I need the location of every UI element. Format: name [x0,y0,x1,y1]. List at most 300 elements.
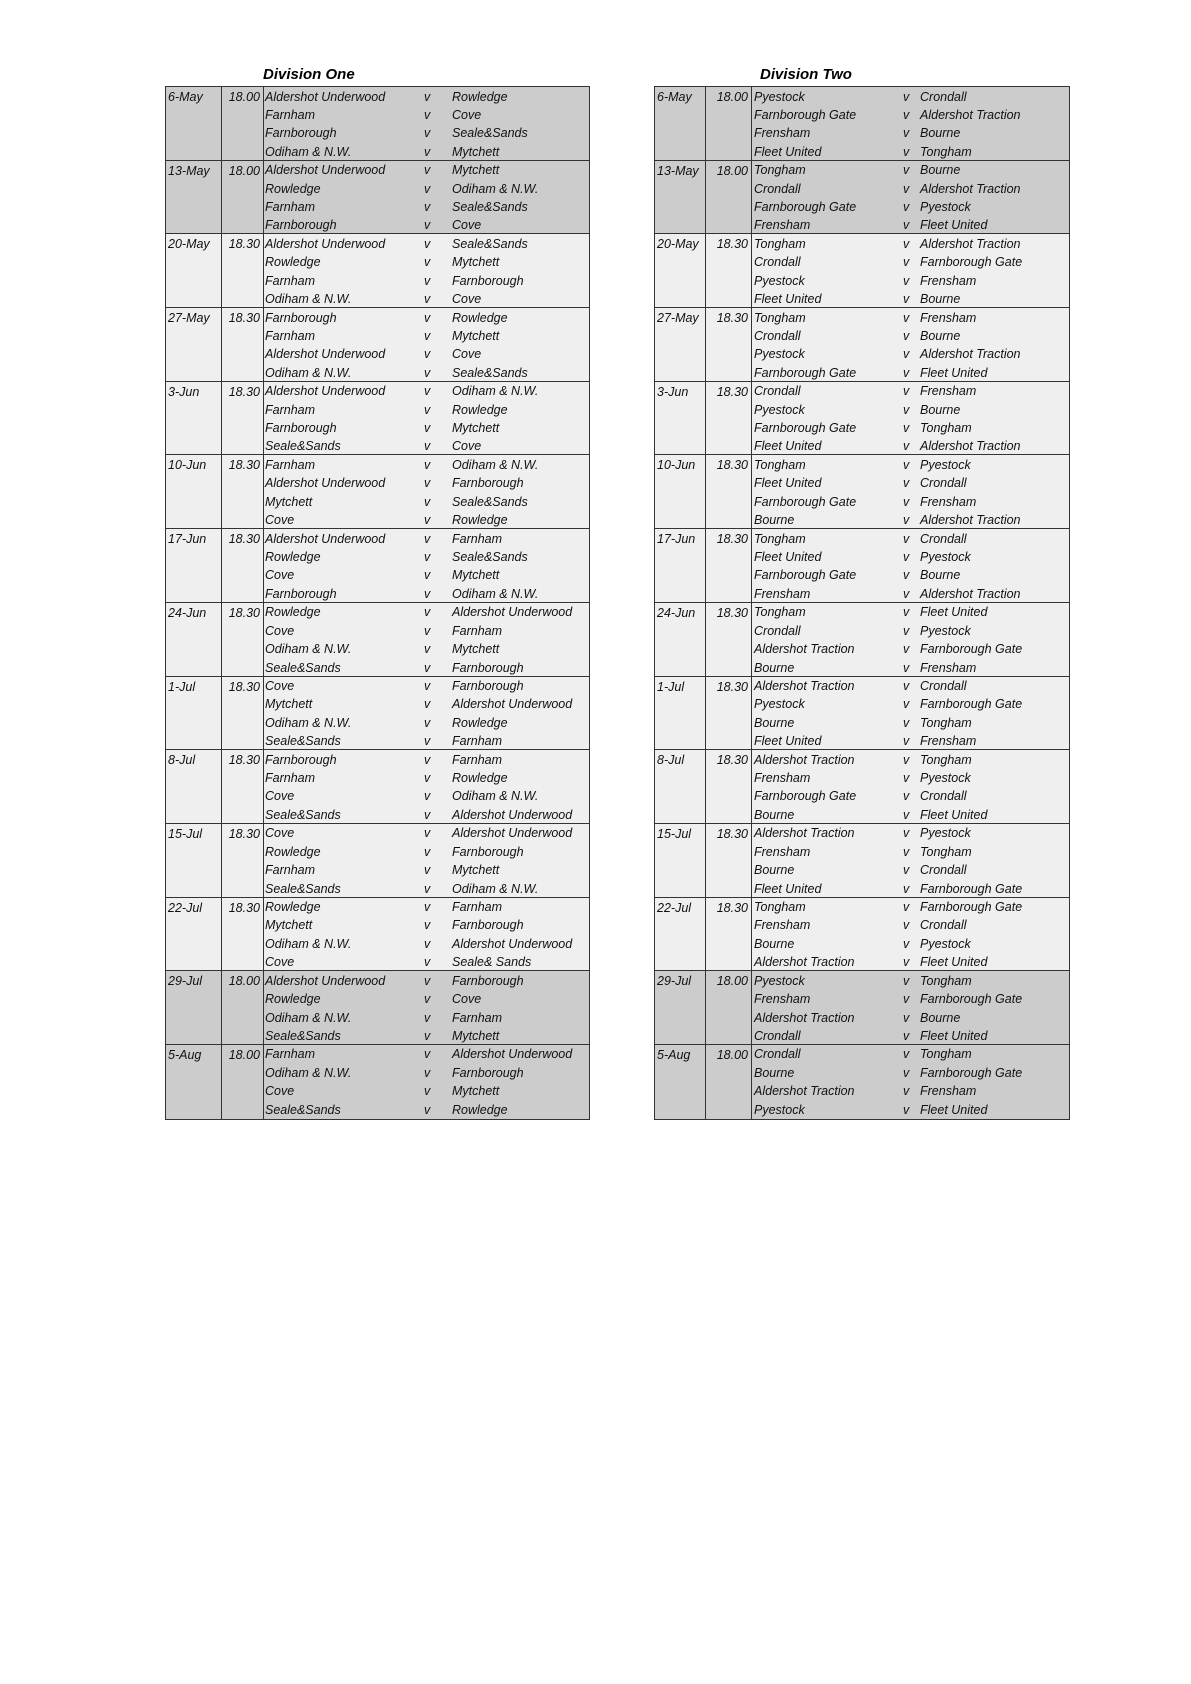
away-team: Cove [452,439,482,454]
week-block [655,971,1069,1045]
week-block [655,1045,1069,1119]
home-team: Odiham & N.W. [265,642,352,657]
match-date: 6-May [655,87,706,160]
fixture-row [166,143,589,161]
match-date: 29-Jul [166,971,222,1044]
away-team: Tongham [920,844,972,859]
fixture-row [166,253,589,271]
match-date: 5-Aug [655,1045,706,1119]
versus: v [424,881,431,896]
home-team: Pyestock [754,402,805,417]
versus: v [903,384,910,399]
home-team: Aldershot Traction [754,642,855,657]
home-team: Farnham [265,402,316,417]
away-team: Rowledge [452,771,508,786]
fixture-row [655,714,1069,732]
kickoff-time: 18.30 [222,308,264,381]
versus: v [903,1084,910,1099]
versus: v [424,1028,431,1043]
kickoff-time: 18.00 [706,161,752,234]
kickoff-time: 18.30 [706,308,752,381]
home-team: Bourne [754,660,795,675]
kickoff-time: 18.00 [222,1045,264,1119]
away-team: Farnborough [452,1065,524,1080]
fixture-row [166,787,589,805]
kickoff-time: 18.30 [222,455,264,528]
home-team: Mytchett [265,494,313,509]
fixture-row [166,1082,589,1100]
home-team: Seale&Sands [265,807,341,822]
home-team: Aldershot Traction [754,955,855,970]
home-team: Rowledge [265,844,321,859]
away-team: Cove [452,218,482,233]
match-date: 8-Jul [655,750,706,823]
away-team: Mytchett [452,642,500,657]
away-team: Seale&Sands [452,365,528,380]
versus: v [903,881,910,896]
versus: v [424,1010,431,1025]
fixture-row [166,290,589,308]
match-date: 17-Jun [166,529,222,602]
match-date: 3-Jun [655,382,706,455]
fixture-row [655,474,1069,492]
division-one-title: Division One [263,66,355,83]
home-team: Aldershot Underwood [265,347,386,362]
away-team: Bourne [920,328,961,343]
away-team: Frensham [920,660,977,675]
fixture-row [166,309,589,327]
away-team: Farnborough [452,918,524,933]
versus: v [903,992,910,1007]
home-team: Tongham [754,163,806,178]
versus: v [903,255,910,270]
home-team: Farnborough Gate [754,568,857,583]
away-team: Fleet United [920,1028,988,1043]
away-team: Aldershot Underwood [452,697,573,712]
away-team: Tongham [920,752,972,767]
versus: v [424,384,431,399]
away-team: Odiham & N.W. [452,789,539,804]
away-team: Fleet United [920,1102,988,1117]
home-team: Farnborough Gate [754,199,857,214]
versus: v [424,844,431,859]
home-team: Crondall [754,623,801,638]
away-team: Frensham [920,734,977,749]
away-team: Farnborough [452,844,524,859]
away-team: Cove [452,347,482,362]
home-team: Frensham [754,586,811,601]
versus: v [903,439,910,454]
fixture-row [655,88,1069,106]
away-team: Farnborough Gate [920,697,1023,712]
fixture-row [166,898,589,916]
versus: v [424,1065,431,1080]
away-team: Farnborough [452,476,524,491]
week-block [655,234,1069,308]
fixture-row [166,659,589,677]
versus: v [903,844,910,859]
away-team: Cove [452,292,482,307]
match-date: 15-Jul [655,824,706,897]
match-date: 6-May [166,87,222,160]
away-team: Bourne [920,568,961,583]
fixture-row [166,732,589,750]
match-date: 17-Jun [655,529,706,602]
fixture-row [655,898,1069,916]
week-block [655,898,1069,972]
match-date: 24-Jun [655,603,706,676]
fixture-row [166,272,589,290]
fixture-row [655,603,1069,621]
away-team: Rowledge [452,402,508,417]
fixture-row [166,474,589,492]
fixture-row [166,880,589,898]
kickoff-time: 18.30 [706,750,752,823]
home-team: Seale&Sands [265,881,341,896]
away-team: Farnham [452,900,503,915]
versus: v [424,660,431,675]
home-team: Cove [265,955,295,970]
versus: v [903,347,910,362]
fixture-row [655,916,1069,934]
home-team: Aldershot Traction [754,1010,855,1025]
fixture-row [655,880,1069,898]
match-date: 15-Jul [166,824,222,897]
match-date: 1-Jul [166,677,222,750]
fixture-row [166,216,589,234]
away-team: Frensham [920,1084,977,1099]
versus: v [424,789,431,804]
home-team: Tongham [754,236,806,251]
versus: v [903,918,910,933]
away-team: Mytchett [452,144,500,159]
versus: v [424,144,431,159]
home-team: Bourne [754,715,795,730]
fixture-row [166,677,589,695]
versus: v [424,697,431,712]
match-date: 29-Jul [655,971,706,1044]
versus: v [903,1028,910,1043]
kickoff-time: 18.30 [222,529,264,602]
away-team: Aldershot Underwood [452,807,573,822]
kickoff-time: 18.30 [706,382,752,455]
versus: v [903,1010,910,1025]
fixture-row [655,143,1069,161]
week-block [166,234,589,308]
week-block [166,529,589,603]
fixture-row [655,659,1069,677]
versus: v [424,126,431,141]
home-team: Farnborough [265,752,337,767]
home-team: Crondall [754,384,801,399]
versus: v [424,715,431,730]
fixture-row [655,437,1069,455]
away-team: Farnham [452,734,503,749]
versus: v [903,900,910,915]
home-team: Tongham [754,531,806,546]
home-team: Cove [265,623,295,638]
fixture-row [655,861,1069,879]
fixture-row [166,382,589,400]
away-team: Bourne [920,402,961,417]
home-team: Farnborough Gate [754,365,857,380]
versus: v [424,439,431,454]
versus: v [903,660,910,675]
home-team: Frensham [754,126,811,141]
versus: v [903,734,910,749]
kickoff-time: 18.30 [222,824,264,897]
home-team: Farnham [265,107,316,122]
fixture-row [166,345,589,363]
versus: v [424,89,431,104]
fixture-row [655,677,1069,695]
versus: v [903,144,910,159]
versus: v [903,421,910,436]
fixture-row [166,603,589,621]
away-team: Aldershot Underwood [452,936,573,951]
home-team: Aldershot Underwood [265,236,386,251]
fixture-row [655,787,1069,805]
fixture-row [655,806,1069,824]
fixture-row [166,511,589,529]
away-team: Odiham & N.W. [452,384,539,399]
versus: v [424,734,431,749]
fixture-row [655,290,1069,308]
home-team: Crondall [754,255,801,270]
fixture-row [166,456,589,474]
fixture-row [166,106,589,124]
fixture-row [655,548,1069,566]
fixture-row [166,493,589,511]
match-date: 8-Jul [166,750,222,823]
away-team: Seale&Sands [452,199,528,214]
away-team: Bourne [920,163,961,178]
fixture-row [655,198,1069,216]
away-team: Cove [452,992,482,1007]
kickoff-time: 18.00 [222,971,264,1044]
fixture-row [166,585,589,603]
home-team: Farnborough Gate [754,789,857,804]
away-team: Farnham [452,752,503,767]
versus: v [903,1102,910,1117]
away-team: Bourne [920,126,961,141]
fixture-row [655,1027,1069,1045]
away-team: Crondall [920,679,967,693]
versus: v [424,457,431,472]
kickoff-time: 18.30 [706,898,752,971]
week-block [655,455,1069,529]
kickoff-time: 18.30 [222,750,264,823]
home-team: Fleet United [754,881,822,896]
home-team: Farnham [265,1047,316,1062]
fixture-row [166,180,589,198]
away-team: Tongham [920,715,972,730]
home-team: Tongham [754,457,806,472]
match-date: 5-Aug [166,1045,222,1119]
away-team: Fleet United [920,955,988,970]
away-team: Farnborough [452,273,524,288]
fixture-row [655,327,1069,345]
away-team: Farnborough Gate [920,881,1023,896]
away-team: Farnham [452,623,503,638]
home-team: Odiham & N.W. [265,1010,352,1025]
week-block [655,161,1069,235]
versus: v [903,955,910,970]
kickoff-time: 18.00 [706,87,752,160]
fixture-row [655,935,1069,953]
versus: v [424,752,431,767]
fixture-row [166,124,589,142]
versus: v [903,697,910,712]
fixture-row [166,419,589,437]
versus: v [424,586,431,601]
fixture-row [166,806,589,824]
home-team: Farnborough Gate [754,494,857,509]
away-team: Mytchett [452,255,500,270]
match-date: 24-Jun [166,603,222,676]
versus: v [903,623,910,638]
home-team: Crondall [754,1047,801,1062]
fixture-row [655,511,1069,529]
versus: v [424,494,431,509]
home-team: Frensham [754,218,811,233]
week-block [166,87,589,161]
versus: v [903,1047,910,1062]
away-team: Odiham & N.W. [452,457,539,472]
versus: v [424,900,431,915]
home-team: Pyestock [754,273,805,288]
versus: v [424,531,431,546]
home-team: Fleet United [754,476,822,491]
home-team: Aldershot Traction [754,826,855,841]
kickoff-time: 18.30 [222,677,264,750]
versus: v [424,642,431,657]
away-team: Rowledge [452,310,508,325]
fixture-row [655,824,1069,842]
away-team: Farnham [452,531,503,546]
versus: v [424,679,431,693]
home-team: Rowledge [265,900,321,915]
away-team: Crondall [920,531,967,546]
week-block [655,677,1069,751]
versus: v [424,347,431,362]
away-team: Mytchett [452,1084,500,1099]
home-team: Pyestock [754,973,805,988]
fixture-row [655,401,1069,419]
fixture-row [166,364,589,382]
home-team: Odiham & N.W. [265,144,352,159]
home-team: Cove [265,513,295,528]
away-team: Frensham [920,310,977,325]
kickoff-time: 18.30 [706,603,752,676]
home-team: Tongham [754,605,806,620]
fixture-row [655,1064,1069,1082]
versus: v [424,771,431,786]
home-team: Farnham [265,771,316,786]
match-date: 13-May [655,161,706,234]
kickoff-time: 18.30 [222,234,264,307]
fixture-row [166,161,589,179]
away-team: Pyestock [920,623,971,638]
fixture-row [166,88,589,106]
fixture-row [655,566,1069,584]
match-date: 10-Jun [655,455,706,528]
versus: v [903,310,910,325]
home-team: Seale&Sands [265,1028,341,1043]
versus: v [424,1084,431,1099]
away-team: Tongham [920,421,972,436]
versus: v [424,107,431,122]
away-team: Bourne [920,292,961,307]
home-team: Seale&Sands [265,734,341,749]
home-team: Rowledge [265,550,321,565]
home-team: Aldershot Underwood [265,531,386,546]
kickoff-time: 18.00 [706,1045,752,1119]
match-date: 1-Jul [655,677,706,750]
fixture-row [655,161,1069,179]
fixture-row [655,751,1069,769]
versus: v [903,292,910,307]
versus: v [903,715,910,730]
away-team: Odiham & N.W. [452,586,539,601]
versus: v [424,236,431,251]
versus: v [424,292,431,307]
home-team: Rowledge [265,255,321,270]
home-team: Mytchett [265,697,313,712]
away-team: Mytchett [452,568,500,583]
away-team: Crondall [920,789,967,804]
fixture-row [166,1064,589,1082]
home-team: Farnham [265,457,316,472]
away-team: Frensham [920,384,977,399]
home-team: Farnham [265,273,316,288]
away-team: Frensham [920,494,977,509]
away-team: Crondall [920,918,967,933]
match-date: 22-Jul [166,898,222,971]
home-team: Fleet United [754,144,822,159]
versus: v [424,973,431,988]
fixture-row [166,861,589,879]
versus: v [424,365,431,380]
week-block [655,750,1069,824]
versus: v [424,1102,431,1117]
home-team: Farnborough Gate [754,107,857,122]
week-block [655,603,1069,677]
away-team: Odiham & N.W. [452,881,539,896]
versus: v [424,863,431,878]
home-team: Cove [265,789,295,804]
week-block [166,824,589,898]
home-team: Odiham & N.W. [265,1065,352,1080]
away-team: Crondall [920,476,967,491]
fixture-row [166,1101,589,1119]
away-team: Pyestock [920,936,971,951]
away-team: Farnborough Gate [920,992,1023,1007]
home-team: Aldershot Traction [754,1084,855,1099]
away-team: Farnborough Gate [920,1065,1023,1080]
home-team: Aldershot Underwood [265,973,386,988]
away-team: Odiham & N.W. [452,181,539,196]
week-block [655,529,1069,603]
away-team: Farnborough Gate [920,900,1023,915]
fixture-row [166,401,589,419]
home-team: Odiham & N.W. [265,936,352,951]
fixture-row [655,695,1069,713]
home-team: Aldershot Underwood [265,163,386,178]
versus: v [424,199,431,214]
versus: v [903,494,910,509]
away-team: Farnborough Gate [920,642,1023,657]
